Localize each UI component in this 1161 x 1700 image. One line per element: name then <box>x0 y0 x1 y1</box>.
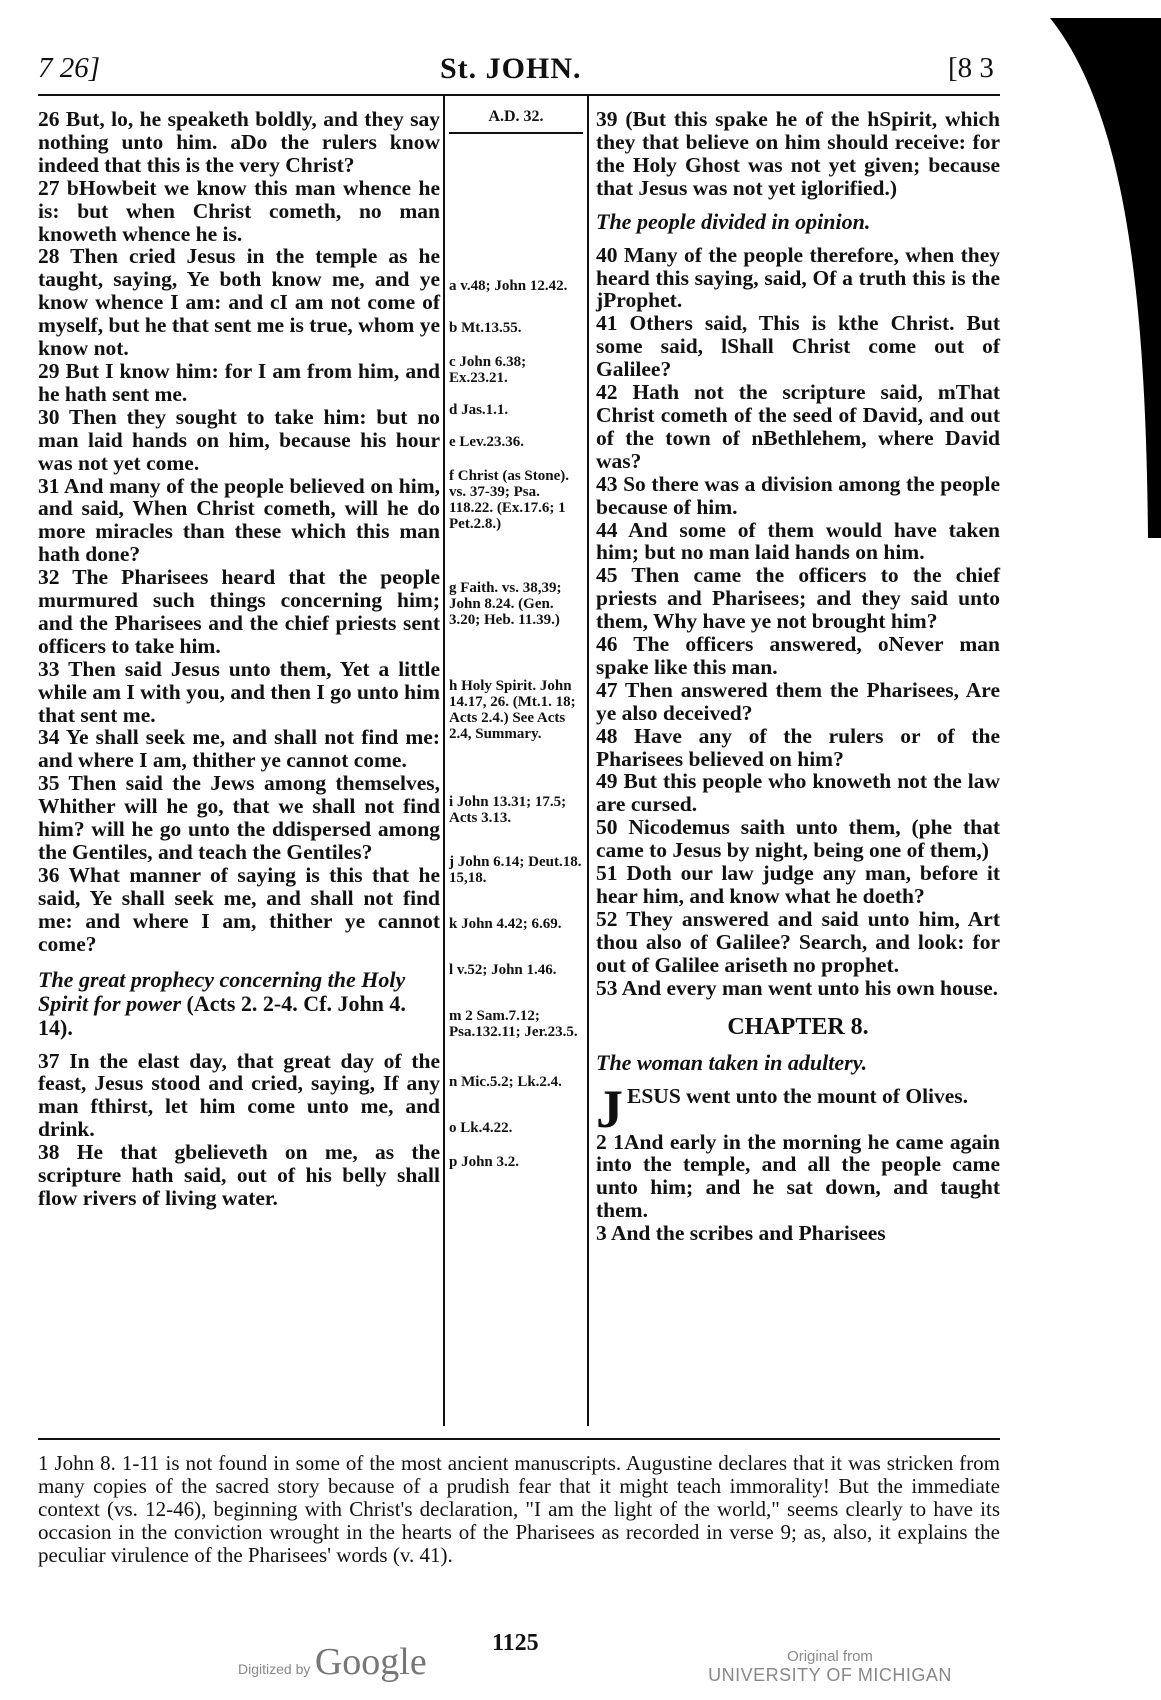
verse: 34 Ye shall seek me, and shall not find me: and where I am, thither ye cannot come. <box>38 725 440 773</box>
verse: 46 The officers answered, oNever man spake like this man. <box>596 632 1000 679</box>
header-rule <box>38 94 1000 96</box>
margin-ref: j John 6.14; Deut.18. 15,18. <box>449 854 582 886</box>
verse: 36 What manner of saying is this that he said, Ye shall seek me, and shall not find me: and where I am, thither ye cannot come? <box>38 862 440 956</box>
drop-cap: J <box>596 1078 623 1139</box>
verse: 43 So there was a division among the people because of him. <box>596 471 1000 519</box>
section-heading-ref: (Acts 2. 2-4. Cf. John 4. 14). <box>38 990 406 1040</box>
verse: 2 1And early in the morning he came again into the temple, and all the people came unto him; and he sat down, and taught them. <box>596 1129 1000 1223</box>
right-text-column <box>596 108 1000 1245</box>
verse: 35 Then said the Jews among themselves, Whither will he go, that we shall not find him? will he go unto the ddispersed among the Gentiles, and teach the Gentiles? <box>38 771 440 864</box>
verse: 48 Have any of the rulers or of the Pharisees believed on him? <box>596 723 1000 771</box>
header-book-title: St. JOHN. <box>440 52 582 85</box>
verse: 47 Then answered them the Pharisees, Are ye also deceived? <box>596 677 1000 725</box>
verse: 44 And some of them would have taken him; but no man laid hands on him. <box>596 517 1000 565</box>
verse: 40 Many of the people therefore, when they heard this saying, said, Of a truth this is the jProphet. <box>596 242 1000 313</box>
page-corner-shadow <box>1050 18 1161 538</box>
right-column-rule <box>587 96 589 1426</box>
original-from-watermark <box>700 1648 960 1686</box>
verse: 53 And every man went unto his own house. <box>596 975 998 1000</box>
margin-ref: g Faith. vs. 38,39; John 8.24. (Gen. 3.20; Heb. 11.39.) <box>449 580 562 628</box>
margin-ref: o Lk.4.22. <box>449 1120 513 1136</box>
margin-ref: b Mt.13.55. <box>449 320 522 336</box>
verse: 39 (But this spake he of the hSpirit, which they that believe on him should receive: for the Holy Ghost was not yet given; because that Jesus was not yet iglorified.) <box>596 107 1000 200</box>
margin-ref: e Lev.23.36. <box>449 434 524 450</box>
page-number: 1125 <box>492 1630 539 1656</box>
google-logo: Google <box>314 1641 427 1683</box>
verse: 42 Hath not the scripture said, mThat Christ cometh of the seed of David, and out of the town of nBethlehem, where David was? <box>596 380 1000 473</box>
footnote-rule <box>38 1438 1000 1440</box>
verse: 50 Nicodemus saith unto them, (phe that came to Jesus by night, being one of them,) <box>596 815 1000 863</box>
verse: 32 The Pharisees heard that the people murmured such things concerning him; and the Pharisees and the chief priests sent officers to take him. <box>38 565 440 658</box>
digitized-by-watermark <box>238 1640 427 1684</box>
verse: 3 And the scribes and Pharisees <box>596 1221 886 1246</box>
margin-ref: c John 6.38; Ex.23.21. <box>449 354 527 386</box>
header-chapter-verse-right: [8 3 <box>948 52 994 84</box>
opening-verse-text: ESUS went unto the mount of Olives. <box>627 1083 969 1108</box>
verse: 30 Then they sought to take him: but no man laid hands on him, because his hour was not yet come. <box>38 404 440 475</box>
verse: 49 But this people who knoweth not the law are cursed. <box>596 769 1000 817</box>
original-from-label: Original from <box>787 1648 873 1665</box>
section-heading: The people divided in opinion. <box>596 208 871 234</box>
verse: 33 Then said Jesus unto them, Yet a little while am I with you, and then I go unto him that sent me. <box>38 656 441 727</box>
left-text-column <box>38 108 440 1210</box>
verse: 26 But, lo, he speaketh boldly, and they say nothing unto him. aDo the rulers know indeed that this is the very Christ? <box>38 107 440 177</box>
chapter-heading: CHAPTER 8. <box>727 1013 869 1040</box>
left-column-rule <box>443 96 445 1426</box>
margin-ref: f Christ (as Stone). vs. 37-39; Psa. 118.22. (Ex.17.6; 1 Pet.2.8.) <box>449 468 569 532</box>
margin-ref: p John 3.2. <box>449 1154 520 1170</box>
verse: 51 Doth our law judge any man, before it hear him, and know what he doeth? <box>596 861 1000 908</box>
digitized-by-label: Digitized by <box>238 1661 311 1677</box>
margin-ref: n Mic.5.2; Lk.2.4. <box>449 1074 562 1090</box>
verse: 37 In the elast day, that great day of the feast, Jesus stood and cried, saying, If any man fthirst, let him come unto me, and drink. <box>38 1048 440 1142</box>
verse: 31 And many of the people believed on him, and said, When Christ cometh, will he do more miracles than these which this man hath done? <box>38 473 440 567</box>
margin-ref: h Holy Spirit. John 14.17, 26. (Mt.1. 18; Acts 2.4.) See Acts 2.4, Summary. <box>449 678 576 742</box>
verse: 45 Then came the officers to the chief priests and Pharisees; and they said unto them, Why have ye not brought him? <box>596 563 1000 634</box>
verse: 29 But I know him: for I am from him, and he hath sent me. <box>38 358 440 406</box>
institution-label: UNIVERSITY OF MICHIGAN <box>708 1665 952 1685</box>
margin-ref: k John 4.42; 6.69. <box>449 916 562 932</box>
margin-ref: l v.52; John 1.46. <box>449 962 557 978</box>
margin-reference-column <box>449 108 583 1170</box>
header-chapter-verse-left: 7 26] <box>38 52 101 84</box>
chapter-opening-verse <box>596 1078 1000 1139</box>
era-label: A.D. 32. <box>449 108 583 134</box>
chapter-subheading: The woman taken in adultery. <box>596 1049 868 1075</box>
verse: 52 They answered and said unto him, Art thou also of Galilee? Search, and look: for out of Galilee ariseth no prophet. <box>596 906 1000 977</box>
margin-ref: i John 13.31; 17.5; Acts 3.13. <box>449 794 567 826</box>
verse: 38 He that gbelieveth on me, as the scripture hath said, out of his belly shall flow rivers of living water. <box>38 1140 440 1210</box>
margin-ref: a v.48; John 12.42. <box>449 278 568 294</box>
section-heading <box>38 968 440 1040</box>
verse: 28 Then cried Jesus in the temple as he taught, saying, Ye both know me, and ye know whence I am: and cI am not come of myself, but he that sent me is true, whom ye know not. <box>38 244 440 361</box>
margin-ref: m 2 Sam.7.12; Psa.132.11; Jer.23.5. <box>449 1008 578 1040</box>
margin-ref: d Jas.1.1. <box>449 402 509 418</box>
verse: 41 Others said, This is kthe Christ. But some said, lShall Christ come out of Galilee? <box>596 311 1000 382</box>
footnote: 1 John 8. 1-11 is not found in some of the most ancient manuscripts. Augustine declares that it was stricken from many copies of the sacred story because of a prudish fear that it might teach immorality! But the immediate context (vs. 12-46), beginning with Christ's declaration, "I am the light of the world," seems clearly to have its occasion in the conviction wrought in the hearts of the Pharisees as recorded in verse 9; as, also, it explains the peculiar virulence of the Pharisees' words (v. 41). <box>38 1451 1000 1567</box>
section-heading-text: The great prophecy concerning the Holy Spirit for power <box>38 966 406 1016</box>
verse: 27 bHowbeit we know this man whence he is: but when Christ cometh, no man knoweth whence he is. <box>38 175 440 246</box>
